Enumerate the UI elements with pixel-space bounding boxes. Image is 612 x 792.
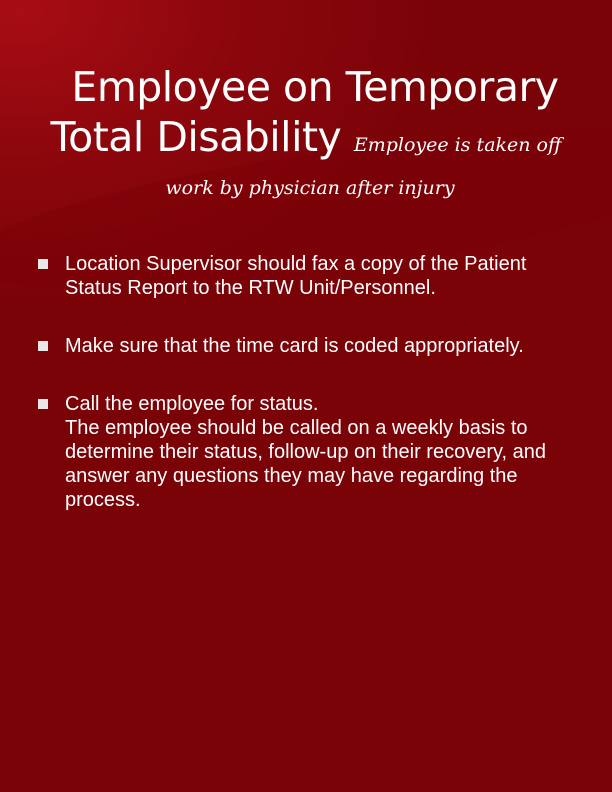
title-line-2 bbox=[0, 112, 612, 170]
bullet-list bbox=[38, 252, 578, 546]
bullet-text: Location Supervisor should fax a copy of the Patient Status Report to the RTW Unit/Personnel. bbox=[65, 253, 527, 299]
square-bullet-icon bbox=[38, 259, 48, 269]
bullet-text: Make sure that the time card is coded appropriately. bbox=[65, 335, 524, 357]
subtitle-part-1: Employee is taken off bbox=[353, 134, 562, 156]
bullet-item bbox=[38, 392, 578, 512]
slide-title bbox=[0, 62, 612, 202]
square-bullet-icon bbox=[38, 399, 48, 409]
bullet-item bbox=[38, 252, 578, 300]
bullet-item bbox=[38, 334, 578, 358]
title-line-1: Employee on Temporary bbox=[71, 63, 559, 111]
subtitle-part-2: work by physician after injury bbox=[165, 177, 455, 199]
bullet-text: Call the employee for status. bbox=[65, 393, 319, 415]
bullet-subtext: The employee should be called on a weekly basis to determine their status, follow-up on their recovery, and answer any questions they may have regarding the process. bbox=[65, 417, 546, 511]
title-main-text: Total Disability bbox=[50, 113, 342, 161]
square-bullet-icon bbox=[38, 341, 48, 351]
